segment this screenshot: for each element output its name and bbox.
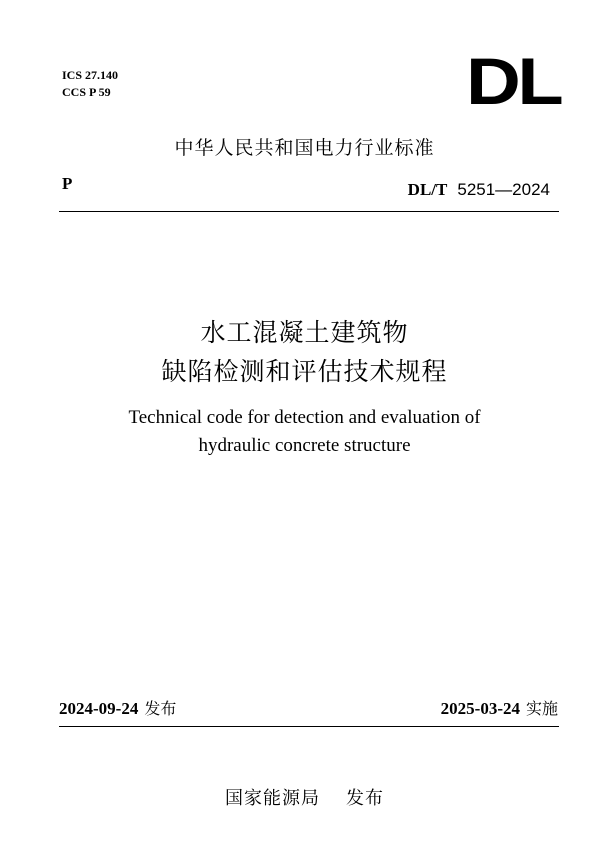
ccs-code: CCS P 59: [62, 85, 111, 99]
title-en-line1: Technical code for detection and evaluation of: [128, 407, 481, 428]
title-cn-line1: 水工混凝土建筑物: [200, 318, 409, 347]
standard-code: 5251—2024: [457, 180, 550, 199]
standard-number: [408, 180, 550, 200]
category-code: P: [62, 174, 73, 193]
implement-date: 2025-03-24: [440, 699, 520, 718]
title-cn-line2: 缺陷检测和评估技术规程: [161, 357, 448, 386]
industry-standard-title: 中华人民共和国电力行业标准: [174, 137, 435, 159]
ics-code: ICS 27.140: [62, 68, 119, 82]
implement-date-block: [441, 696, 558, 719]
implement-label: 实施: [525, 699, 558, 718]
standard-prefix: DL/T: [407, 180, 448, 199]
dl-logo: DL: [466, 44, 561, 118]
title-en-line2: hydraulic concrete structure: [198, 435, 411, 456]
issuer-action: 发布: [346, 788, 384, 809]
issuer-line: [0, 784, 609, 810]
issue-date-block: [59, 696, 176, 719]
classification-codes: [62, 67, 118, 101]
issuer-name: 国家能源局: [225, 788, 320, 809]
issue-date: 2024-09-24: [59, 699, 139, 718]
footer-divider: [59, 726, 559, 727]
issue-label: 发布: [144, 699, 177, 718]
header-divider: [59, 211, 559, 212]
